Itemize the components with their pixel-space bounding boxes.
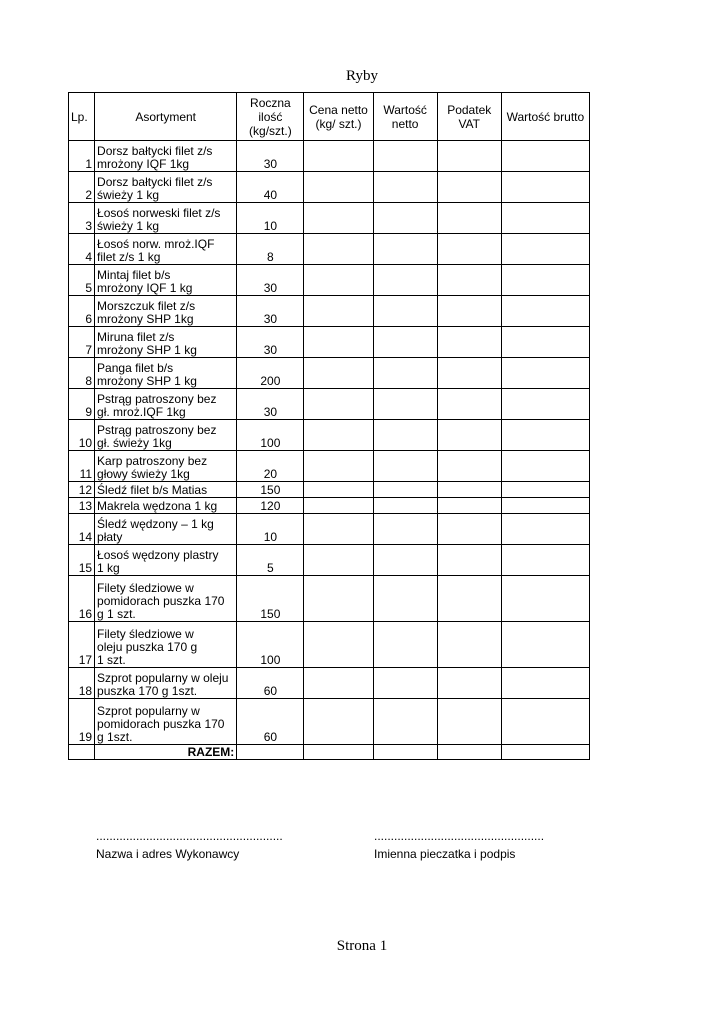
row-quantity: 120	[237, 498, 304, 514]
fish-table	[68, 92, 590, 760]
row-gross-value-cell	[501, 358, 589, 389]
row-quantity: 10	[237, 203, 304, 234]
table-row	[69, 545, 590, 576]
signature-right	[374, 829, 544, 861]
row-quantity: 30	[237, 296, 304, 327]
row-number: 14	[69, 514, 95, 545]
total-blank-cell	[69, 745, 95, 760]
row-gross-value-cell	[501, 668, 589, 699]
row-vat-cell	[437, 172, 501, 203]
row-number: 15	[69, 545, 95, 576]
row-price-cell	[304, 141, 373, 172]
row-number: 4	[69, 234, 95, 265]
row-price-cell	[304, 699, 373, 745]
row-number: 13	[69, 498, 95, 514]
row-net-value-cell	[373, 203, 437, 234]
row-net-value-cell	[373, 420, 437, 451]
row-vat-cell	[437, 265, 501, 296]
row-number: 18	[69, 668, 95, 699]
row-price-cell	[304, 498, 373, 514]
row-price-cell	[304, 234, 373, 265]
table-row	[69, 451, 590, 482]
total-value-cell	[373, 745, 437, 760]
signature-left	[96, 829, 283, 861]
row-name: Szprot popularny w oleju puszka 170 g 1szt.	[95, 668, 237, 699]
row-net-value-cell	[373, 389, 437, 420]
page-title: Ryby	[346, 68, 378, 84]
row-quantity: 40	[237, 172, 304, 203]
total-row	[69, 745, 590, 760]
row-number: 2	[69, 172, 95, 203]
header-wartosc-brutto: Wartość brutto	[501, 93, 589, 141]
row-quantity: 20	[237, 451, 304, 482]
row-quantity: 8	[237, 234, 304, 265]
row-vat-cell	[437, 296, 501, 327]
row-quantity: 150	[237, 576, 304, 622]
table-row	[69, 296, 590, 327]
table-row	[69, 203, 590, 234]
page-footer: Strona 1	[336, 938, 388, 954]
table-row	[69, 622, 590, 668]
header-cena: Cena netto (kg/ szt.)	[304, 93, 373, 141]
table-row	[69, 420, 590, 451]
signature-right-dots: ...................................................	[374, 829, 545, 843]
row-name: Łosoś norweski filet z/s świeży 1 kg	[95, 203, 237, 234]
row-vat-cell	[437, 498, 501, 514]
row-vat-cell	[437, 699, 501, 745]
row-price-cell	[304, 420, 373, 451]
row-net-value-cell	[373, 576, 437, 622]
row-gross-value-cell	[501, 545, 589, 576]
row-quantity: 150	[237, 482, 304, 498]
row-quantity: 5	[237, 545, 304, 576]
row-vat-cell	[437, 482, 501, 498]
row-name: Śledź wędzony – 1 kg płaty	[95, 514, 237, 545]
signature-left-label: Nazwa i adres Wykonawcy	[96, 847, 240, 861]
row-number: 3	[69, 203, 95, 234]
row-vat-cell	[437, 451, 501, 482]
row-price-cell	[304, 622, 373, 668]
row-name: Śledź filet b/s Matias	[95, 482, 237, 498]
row-name: Szprot popularny w pomidorach puszka 170 g 1szt.	[95, 699, 237, 745]
row-net-value-cell	[373, 327, 437, 358]
table-row	[69, 234, 590, 265]
table-row	[69, 482, 590, 498]
row-vat-cell	[437, 141, 501, 172]
row-gross-value-cell	[501, 482, 589, 498]
row-gross-value-cell	[501, 172, 589, 203]
table-row	[69, 498, 590, 514]
header-wartosc-netto: Wartość netto	[373, 93, 437, 141]
row-quantity: 10	[237, 514, 304, 545]
row-quantity: 200	[237, 358, 304, 389]
row-name: Pstrąg patroszony bez gł. świeży 1kg	[95, 420, 237, 451]
row-quantity: 30	[237, 327, 304, 358]
row-vat-cell	[437, 358, 501, 389]
row-gross-value-cell	[501, 514, 589, 545]
row-quantity: 100	[237, 622, 304, 668]
row-name: Łosoś norw. mroż.IQF filet z/s 1 kg	[95, 234, 237, 265]
row-price-cell	[304, 172, 373, 203]
table-row	[69, 172, 590, 203]
row-gross-value-cell	[501, 699, 589, 745]
row-gross-value-cell	[501, 296, 589, 327]
row-net-value-cell	[373, 622, 437, 668]
row-quantity: 30	[237, 389, 304, 420]
row-price-cell	[304, 514, 373, 545]
row-vat-cell	[437, 576, 501, 622]
table-row	[69, 358, 590, 389]
row-name: Dorsz bałtycki filet z/s mrożony IQF 1kg	[95, 141, 237, 172]
row-name: Panga filet b/s mrożony SHP 1 kg	[95, 358, 237, 389]
row-price-cell	[304, 576, 373, 622]
row-name: Filety śledziowe w pomidorach puszka 170 g 1 szt.	[95, 576, 237, 622]
row-gross-value-cell	[501, 420, 589, 451]
row-gross-value-cell	[501, 498, 589, 514]
total-value-cell	[237, 745, 304, 760]
header-row	[69, 93, 590, 141]
row-price-cell	[304, 668, 373, 699]
row-price-cell	[304, 389, 373, 420]
total-value-cell	[304, 745, 373, 760]
row-number: 7	[69, 327, 95, 358]
signature-right-label: Imienna pieczatka i podpis	[374, 847, 516, 861]
row-number: 6	[69, 296, 95, 327]
row-vat-cell	[437, 545, 501, 576]
row-gross-value-cell	[501, 451, 589, 482]
row-net-value-cell	[373, 482, 437, 498]
row-net-value-cell	[373, 699, 437, 745]
table-row	[69, 389, 590, 420]
row-net-value-cell	[373, 498, 437, 514]
row-name: Dorsz bałtycki filet z/s świeży 1 kg	[95, 172, 237, 203]
table-row	[69, 699, 590, 745]
row-number: 8	[69, 358, 95, 389]
row-vat-cell	[437, 327, 501, 358]
row-price-cell	[304, 358, 373, 389]
row-number: 17	[69, 622, 95, 668]
total-value-cell	[437, 745, 501, 760]
row-vat-cell	[437, 389, 501, 420]
row-price-cell	[304, 545, 373, 576]
row-number: 19	[69, 699, 95, 745]
row-price-cell	[304, 482, 373, 498]
row-vat-cell	[437, 668, 501, 699]
row-gross-value-cell	[501, 265, 589, 296]
header-roczna: Roczna ilość (kg/szt.)	[237, 93, 304, 141]
row-name: Morszczuk filet z/s mrożony SHP 1kg	[95, 296, 237, 327]
row-number: 1	[69, 141, 95, 172]
row-net-value-cell	[373, 545, 437, 576]
row-net-value-cell	[373, 451, 437, 482]
row-price-cell	[304, 327, 373, 358]
row-quantity: 100	[237, 420, 304, 451]
row-price-cell	[304, 451, 373, 482]
row-vat-cell	[437, 622, 501, 668]
row-gross-value-cell	[501, 622, 589, 668]
row-name: Mintaj filet b/s mrożony IQF 1 kg	[95, 265, 237, 296]
row-gross-value-cell	[501, 203, 589, 234]
row-name: Karp patroszony bez głowy świeży 1kg	[95, 451, 237, 482]
table-row	[69, 668, 590, 699]
row-net-value-cell	[373, 141, 437, 172]
row-vat-cell	[437, 514, 501, 545]
header-podatek: Podatek VAT	[437, 93, 501, 141]
signature-left-dots: ........................................................	[96, 829, 283, 843]
row-vat-cell	[437, 203, 501, 234]
row-gross-value-cell	[501, 327, 589, 358]
total-label: RAZEM:	[95, 745, 237, 760]
row-net-value-cell	[373, 358, 437, 389]
row-gross-value-cell	[501, 576, 589, 622]
table-row	[69, 265, 590, 296]
row-number: 5	[69, 265, 95, 296]
row-gross-value-cell	[501, 389, 589, 420]
row-net-value-cell	[373, 296, 437, 327]
row-name: Miruna filet z/s mrożony SHP 1 kg	[95, 327, 237, 358]
row-net-value-cell	[373, 172, 437, 203]
row-number: 11	[69, 451, 95, 482]
row-gross-value-cell	[501, 141, 589, 172]
table-body	[69, 141, 590, 760]
row-price-cell	[304, 203, 373, 234]
total-value-cell	[501, 745, 589, 760]
row-name: Łosoś wędzony plastry 1 kg	[95, 545, 237, 576]
row-price-cell	[304, 296, 373, 327]
row-name: Makrela wędzona 1 kg	[95, 498, 237, 514]
row-vat-cell	[437, 420, 501, 451]
table-row	[69, 141, 590, 172]
row-price-cell	[304, 265, 373, 296]
header-asortyment: Asortyment	[95, 93, 237, 141]
row-name: Filety śledziowe w oleju puszka 170 g 1 szt.	[95, 622, 237, 668]
row-number: 12	[69, 482, 95, 498]
row-net-value-cell	[373, 668, 437, 699]
table-row	[69, 514, 590, 545]
row-quantity: 30	[237, 141, 304, 172]
table-row	[69, 576, 590, 622]
row-quantity: 60	[237, 699, 304, 745]
row-net-value-cell	[373, 234, 437, 265]
table-row	[69, 327, 590, 358]
row-quantity: 60	[237, 668, 304, 699]
row-quantity: 30	[237, 265, 304, 296]
header-lp: Lp.	[69, 93, 95, 141]
row-gross-value-cell	[501, 234, 589, 265]
row-name: Pstrąg patroszony bez gł. mroż.IQF 1kg	[95, 389, 237, 420]
row-net-value-cell	[373, 514, 437, 545]
row-number: 10	[69, 420, 95, 451]
row-vat-cell	[437, 234, 501, 265]
row-net-value-cell	[373, 265, 437, 296]
row-number: 9	[69, 389, 95, 420]
row-number: 16	[69, 576, 95, 622]
